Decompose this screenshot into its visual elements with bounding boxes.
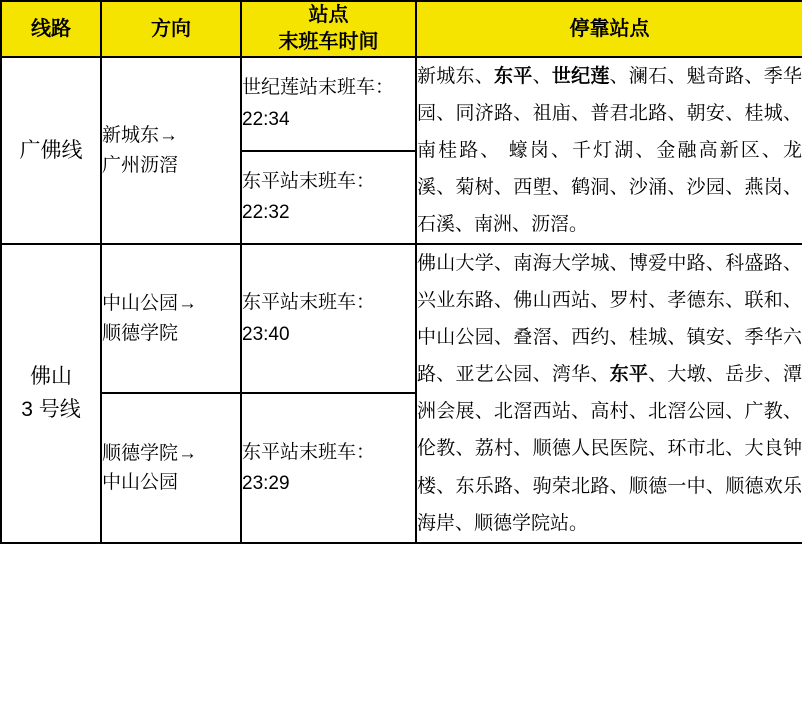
- direction-line2: 顺德学院: [102, 322, 179, 344]
- stops-seg-sep: 、: [532, 66, 552, 87]
- direction-line1: 顺德学院→: [102, 442, 198, 464]
- header-stops: 停靠站点: [416, 1, 802, 57]
- cell-stops-foshan3: [416, 244, 802, 542]
- direction-line1: 中山公园→: [102, 293, 198, 315]
- table-header: [1, 1, 802, 57]
- table-body: [1, 57, 802, 543]
- stops-seg-a: 新城东、: [417, 66, 495, 87]
- header-station-line2: 末班车时间: [278, 31, 379, 53]
- header-line: 线路: [1, 1, 101, 57]
- table-row: [1, 244, 802, 393]
- stops-highlight-dongping: 东平: [494, 66, 533, 87]
- table-header-row: [1, 1, 802, 57]
- stops-seg-a: 佛山大学、南海大学城、博爱中路、科盛路、兴业东路、佛山西站、罗村、孝德东、联和、中山公园、叠滘、西约、桂城、镇安、季华六路、亚艺公园、湾华、: [417, 253, 802, 386]
- cell-line-foshan3: [1, 244, 101, 542]
- line-label-line1: 佛山: [30, 364, 72, 388]
- header-station-last-train-time: [241, 1, 416, 57]
- cell-last-train-time-dongping-1: 东平站末班车：22:32: [241, 151, 416, 245]
- cell-last-train-time-dongping-3: 东平站末班车：23:29: [241, 393, 416, 542]
- header-direction: 方向: [101, 1, 241, 57]
- cell-line-guangfo: 广佛线: [1, 57, 101, 244]
- cell-last-train-time-dongping-2: 东平站末班车：23:40: [241, 244, 416, 393]
- stops-seg-d: 、大墩、岳步、潭洲会展、北滘西站、高村、北滘公园、广教、伦教、荔村、顺德人民医院、环市北、大良钟楼、东乐路、驹荣北路、顺德一中、顺德欢乐海岸、顺德学院站。: [417, 364, 802, 534]
- direction-line2: 中山公园: [102, 472, 179, 494]
- cell-stops-guangfo: [416, 57, 802, 244]
- cell-direction-foshan3-a: [101, 244, 241, 393]
- line-label-line2: 3 号线: [21, 398, 81, 422]
- direction-line2: 广州沥滘: [102, 154, 179, 176]
- stops-highlight-dongping: 东平: [609, 364, 649, 386]
- stops-seg-d: 、澜石、魁奇路、季华园、同济路、祖庙、普君北路、朝安、桂城、南桂路、 蠔岗、千灯湖、金融高新区、龙溪、菊树、西塱、鹤洞、沙涌、沙园、燕岗、石溪、南洲、沥滘。: [417, 66, 802, 236]
- header-station-line1: 站点: [308, 4, 349, 26]
- direction-line1: 新城东→: [102, 125, 179, 147]
- stops-text-guangfo: [417, 58, 802, 243]
- cell-last-train-time-shijilian: 世纪莲站末班车：22:34: [241, 57, 416, 151]
- stops-highlight-shijilian: 世纪莲: [551, 66, 610, 87]
- table-row: [1, 57, 802, 151]
- cell-direction-foshan3-b: [101, 393, 241, 542]
- cell-direction-guangfo: [101, 57, 241, 244]
- stops-text-foshan3: [417, 245, 802, 541]
